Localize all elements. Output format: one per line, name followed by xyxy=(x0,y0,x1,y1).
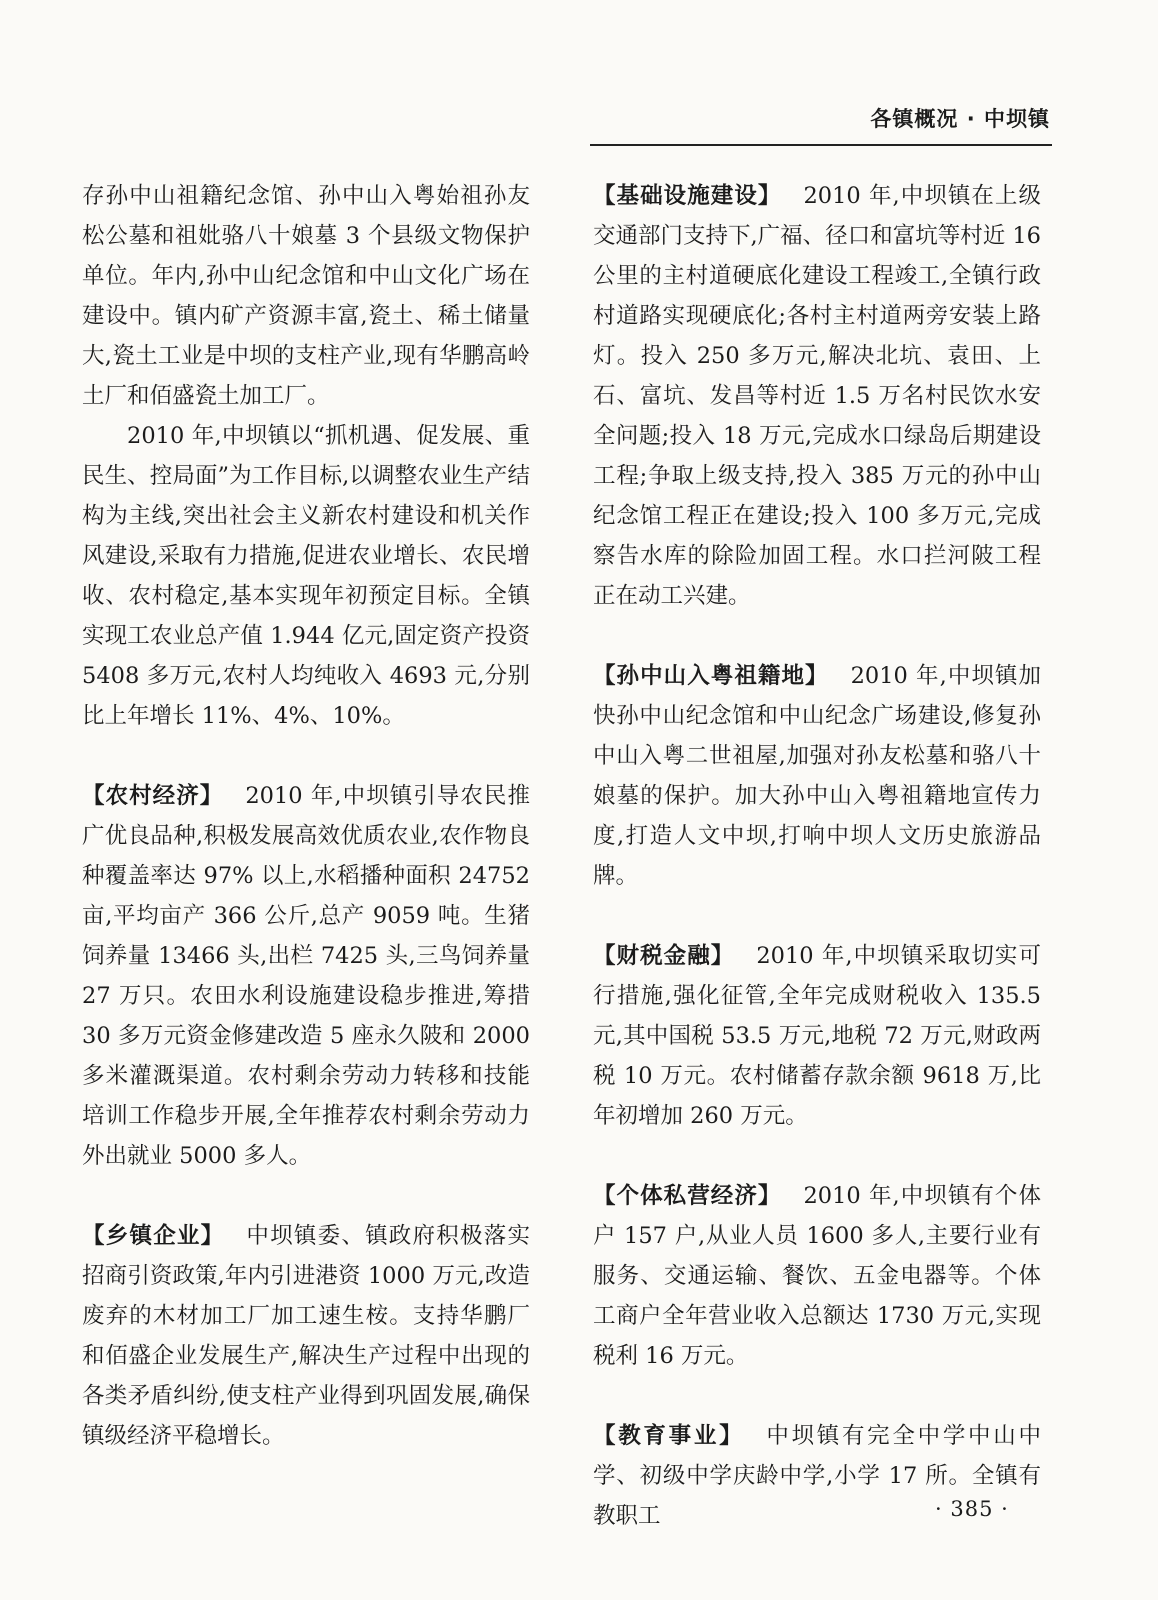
section-heading: 【乡镇企业】 xyxy=(82,1223,225,1249)
left-column xyxy=(82,176,530,1456)
section-heading: 【孙中山入粤祖籍地】 xyxy=(593,663,829,689)
section-body: 2010 年,中坝镇有个体户 157 户,从业人员 1600 多人,主要行业有服务、交通运输、餐饮、五金电器等。个体工商户全年营业收入总额达 1730 万元,实现税利 16 万元。 xyxy=(593,1183,1041,1369)
section-finance-tax xyxy=(593,936,1041,1136)
section-township-enterprises xyxy=(82,1216,530,1456)
section-body: 2010 年,中坝镇在上级交通部门支持下,广福、径口和富坑等村近 16 公里的主村道硬底化建设工程竣工,全镇行政村道路实现硬底化;各村主村道两旁安装上路灯。投入 250 多万元,解决北坑、袁田、上石、富坑、发昌等村近 1.5 万名村民饮水安全问题;投入 18 万元,完成水口绿岛后期建设工程;争取上级支持,投入 385 万元的孙中山纪念馆工程正在建设;投入 100 多万元,完成察告水库的除险加固工程。水口拦河陂工程正在动工兴建。 xyxy=(593,183,1041,609)
section-infrastructure xyxy=(593,176,1041,616)
section-heading: 【基础设施建设】 xyxy=(593,183,782,209)
section-body: 2010 年,中坝镇引导农民推广优良品种,积极发展高效优质农业,农作物良种覆盖率达 97% 以上,水稻播种面积 24752 亩,平均亩产 366 公斤,总产 9059 吨。生猪饲养量 13466 头,出栏 7425 头,三鸟饲养量 27 万只。农田水利设施建设稳步推进,筹措 30 多万元资金修建改造 5 座永久陂和 2000 多米灌溉渠道。农村剩余劳动力转移和技能培训工作稳步开展,全年推荐农村剩余劳动力外出就业 5000 多人。 xyxy=(82,783,530,1169)
section-heading: 【教育事业】 xyxy=(593,1423,745,1449)
section-heading: 【个体私营经济】 xyxy=(593,1183,782,1209)
section-rural-economy xyxy=(82,776,530,1176)
running-header xyxy=(590,103,1074,133)
paragraph-continued: 存孙中山祖籍纪念馆、孙中山入粤始祖孙友松公墓和祖妣骆八十娘墓 3 个县级文物保护单位。年内,孙中山纪念馆和中山文化广场在建设中。镇内矿产资源丰富,瓷土、稀土储量大,瓷土工业是中坝的支柱产业,现有华鹏高岭土厂和佰盛瓷土加工厂。 xyxy=(82,183,530,409)
header-rule xyxy=(590,144,1052,146)
right-column xyxy=(593,176,1041,1536)
section-private-economy xyxy=(593,1176,1041,1376)
section-heading: 【农村经济】 xyxy=(82,783,224,809)
section-heading: 【财税金融】 xyxy=(593,943,735,969)
section-body: 2010 年,中坝镇加快孙中山纪念馆和中山纪念广场建设,修复孙中山入粤二世祖屋,加强对孙友松墓和骆八十娘墓的保护。加大孙中山入粤祖籍地宣传力度,打造人文中坝,打响中坝人文历史旅游品牌。 xyxy=(593,663,1041,889)
page-number: · 385 · xyxy=(935,1497,1009,1521)
header-title: 各镇概况 · 中坝镇 xyxy=(870,107,1050,131)
paragraph-overview: 2010 年,中坝镇以“抓机遇、促发展、重民生、控局面”为工作目标,以调整农业生产结构为主线,突出社会主义新农村建设和机关作风建设,采取有力措施,促进农业增长、农民增收、农村稳定,基本实现年初预定目标。全镇实现工农业总产值 1.944 亿元,固定资产投资 5408 多万元,农村人均纯收入 4693 元,分别比上年增长 11%、4%、10%。 xyxy=(82,423,530,729)
section-body: 中坝镇有完全中学中山中学、初级中学庆龄中学,小学 17 所。全镇有教职工 xyxy=(593,1423,1041,1529)
section-body: 2010 年,中坝镇采取切实可行措施,强化征管,全年完成财税收入 135.5 元,其中国税 53.5 万元,地税 72 万元,财政两税 10 万元。农村储蓄存款余额 9618 万,比年初增加 260 万元。 xyxy=(593,943,1041,1129)
section-body: 中坝镇委、镇政府积极落实招商引资政策,年内引进港资 1000 万元,改造废弃的木材加工厂加工速生桉。支持华鹏厂和佰盛企业发展生产,解决生产过程中出现的各类矛盾纠纷,使支柱产业得到巩固发展,确保镇级经济平稳增长。 xyxy=(82,1223,530,1449)
section-ancestral-home xyxy=(593,656,1041,896)
